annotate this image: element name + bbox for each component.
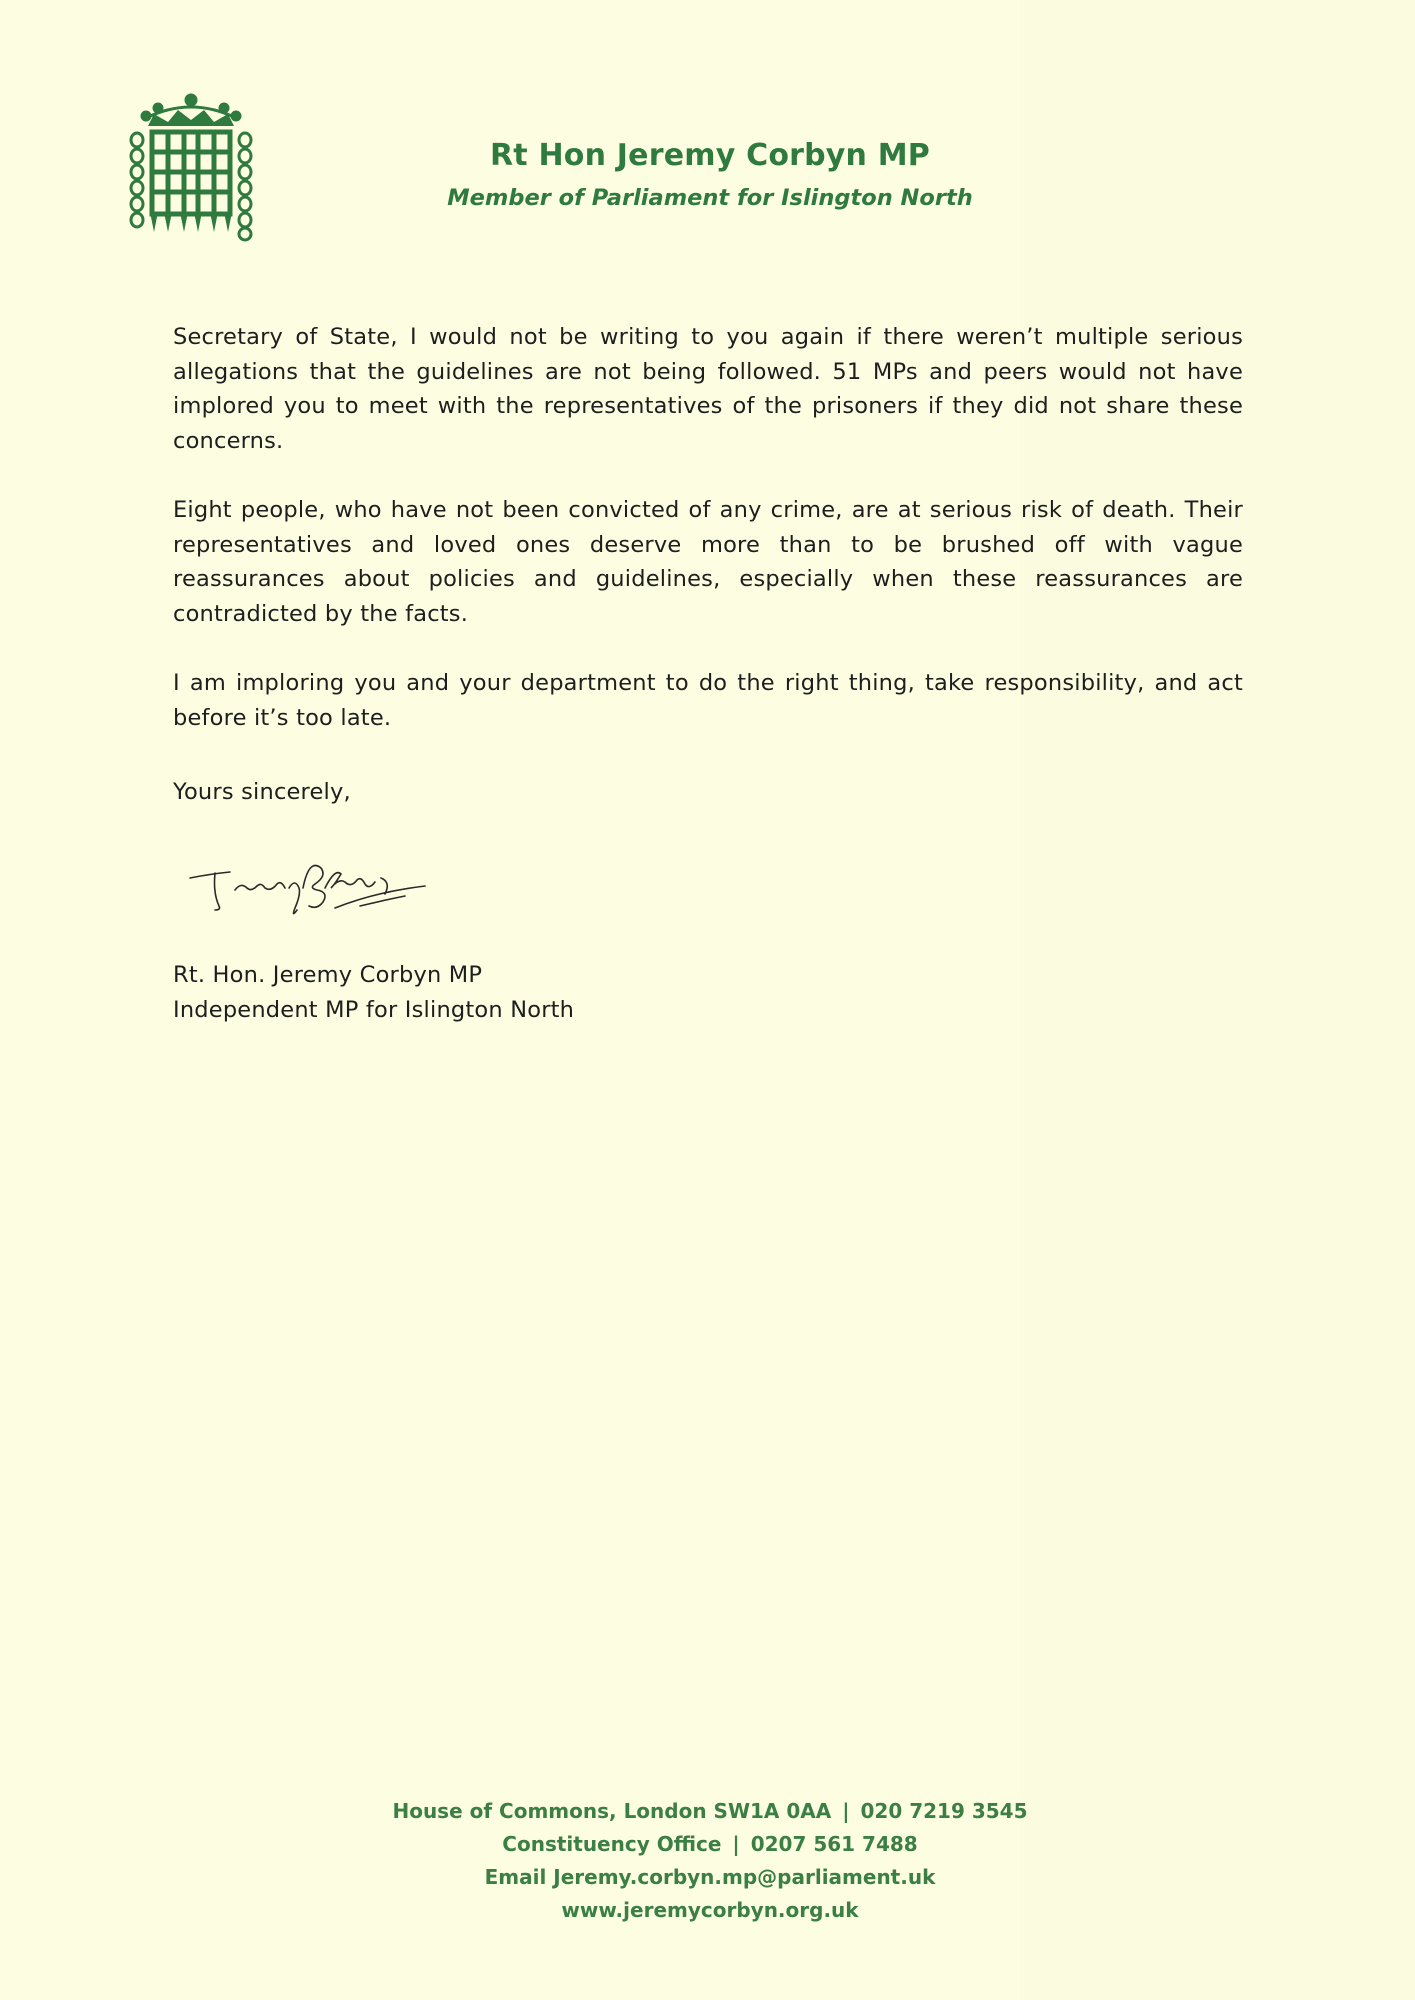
paragraph: Secretary of State, I would not be writing to you again if there weren’t multiple serious allegations that the guidelines are not being followed. 51 MPs and peers would not have implored you to meet with the representatives of the prisoners if they did not share these concerns.	[173, 324, 1243, 454]
footer-separator: |	[842, 1799, 850, 1823]
footer-address-line	[330, 1795, 1090, 1828]
portcullis-crest-icon	[128, 92, 254, 242]
closing: Yours sincerely,	[173, 779, 351, 805]
handwritten-signature	[185, 848, 435, 928]
signatory-role: Independent MP for Islington North	[173, 996, 575, 1023]
paragraph: Eight people, who have not been convicted of any crime, are at serious risk of death. Their representatives and loved ones deserve more than to be brushed off with vague reassurances about policies and guidelines, especially when these reassurances are contradicted by the facts.	[173, 497, 1243, 627]
footer-separator: |	[732, 1832, 740, 1856]
footer	[330, 1795, 1090, 1927]
footer-website[interactable]: www.jeremycorbyn.org.uk	[561, 1898, 859, 1922]
letterhead	[430, 134, 990, 218]
footer-address: House of Commons, London SW1A 0AA	[392, 1799, 832, 1823]
page-shade	[1020, 0, 1415, 2000]
footer-office-phone: 0207 561 7488	[750, 1832, 918, 1856]
paragraph: I am imploring you and your department to do the right thing, take responsibility, and act before it’s too late.	[173, 670, 1243, 731]
footer-email[interactable]: Jeremy.corbyn.mp@parliament.uk	[553, 1865, 936, 1889]
mp-constituency: Member of Parliament for Islington North	[447, 185, 973, 211]
footer-office-label: Constituency Office	[502, 1832, 722, 1856]
footer-email-label: Email	[484, 1865, 547, 1889]
footer-office-line	[330, 1828, 1090, 1861]
letter-body	[173, 320, 1243, 770]
signatory-name: Rt. Hon. Jeremy Corbyn MP	[173, 962, 483, 988]
footer-email-line	[330, 1861, 1090, 1894]
sign-block	[173, 958, 574, 1027]
mp-name: Rt Hon Jeremy Corbyn MP	[489, 138, 930, 173]
footer-phone: 020 7219 3545	[860, 1799, 1028, 1823]
